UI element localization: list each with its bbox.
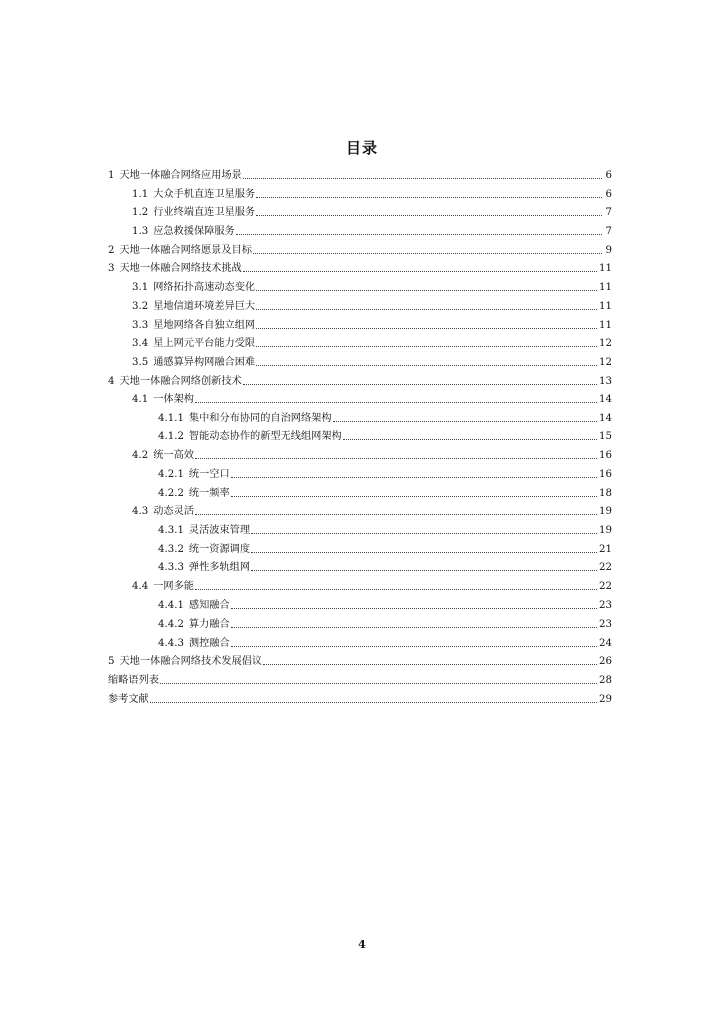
toc-entry[interactable]	[108, 654, 612, 668]
toc-entry-title: 天地一体融合网络愿景及目标	[119, 244, 252, 256]
toc-entry-number: 3.5	[132, 357, 149, 368]
toc-entry[interactable]	[132, 392, 612, 406]
toc-entry-title: 参考文献	[108, 694, 149, 705]
toc-entry[interactable]	[132, 187, 612, 201]
toc-entry-page: 7	[605, 207, 612, 218]
toc-entry-title: 大众手机直连卫星服务	[153, 188, 256, 200]
toc-entry[interactable]	[108, 692, 612, 706]
toc-entry-page: 12	[599, 357, 612, 368]
toc-entry[interactable]	[132, 318, 612, 332]
toc-entry-number: 4.2.2	[158, 487, 184, 499]
toc-entry-number: 4.4.3	[158, 637, 184, 649]
toc-dot-leader	[256, 327, 597, 329]
toc-dot-leader	[231, 476, 597, 478]
toc-entry-number: 3	[108, 263, 115, 274]
toc-entry-page: 11	[599, 282, 612, 293]
page-number: 4	[358, 938, 366, 951]
toc-entry[interactable]	[158, 467, 612, 481]
toc-entry-number: 3.3	[132, 319, 149, 331]
toc-entry-number: 5	[108, 656, 115, 667]
toc-entry-title: 统一高效	[153, 450, 194, 461]
toc-entry-number: 4.3.1	[158, 525, 184, 536]
toc-entry-title: 行业终端直连卫星服务	[153, 207, 256, 218]
toc-entry-number: 1.1	[132, 188, 149, 200]
toc-entry[interactable]	[108, 243, 612, 257]
toc-entry-page: 11	[599, 319, 612, 331]
toc-entry-title: 动态灵活	[153, 506, 194, 517]
toc-entry-title: 天地一体融合网络技术挑战	[119, 263, 242, 274]
toc-entry-title: 天地一体融合网络创新技术	[119, 375, 242, 387]
toc-dot-leader	[160, 682, 597, 684]
toc-entry-page: 22	[599, 562, 612, 573]
toc-entry-title: 测控融合	[188, 637, 230, 649]
toc-dot-leader	[256, 289, 597, 291]
page-title: 目录	[345, 139, 378, 157]
toc-entry-page: 14	[599, 394, 612, 405]
toc-dot-leader	[343, 438, 597, 440]
toc-entry-number: 4.4.1	[158, 600, 184, 611]
toc-entry-page: 21	[599, 543, 612, 555]
toc-entry-page: 6	[605, 170, 612, 181]
toc-entry-page: 15	[599, 431, 612, 442]
toc-entry[interactable]	[132, 336, 612, 350]
toc-entry[interactable]	[158, 636, 612, 650]
toc-entry-number: 1	[108, 170, 115, 181]
toc-entry[interactable]	[158, 429, 612, 443]
toc-entry-title: 统一资源调度	[188, 543, 251, 555]
toc-entry-title: 星地网络各自独立组网	[153, 319, 256, 331]
toc-entry-page: 23	[599, 619, 612, 630]
toc-entry[interactable]	[108, 374, 612, 388]
toc-entry-number: 4.2.1	[158, 469, 184, 480]
toc-dot-leader	[243, 270, 597, 272]
toc-entry-page: 28	[599, 675, 612, 686]
toc-entry-page: 14	[599, 412, 612, 424]
toc-entry[interactable]	[158, 560, 612, 574]
toc-entry-number: 3.2	[132, 301, 149, 312]
toc-dot-leader	[195, 513, 597, 515]
toc-entry-title: 算力融合	[188, 619, 230, 630]
toc-dot-leader	[251, 569, 597, 571]
toc-entry-title: 一体架构	[153, 394, 194, 405]
toc-entry-title: 通感算异构网融合困难	[153, 357, 256, 368]
toc-entry-number: 4.1.1	[158, 412, 184, 424]
toc-entry-title: 统一频率	[188, 487, 230, 499]
toc-entry-page: 11	[599, 263, 612, 274]
toc-entry-number: 3.1	[132, 282, 149, 293]
toc-entry-page: 23	[599, 600, 612, 611]
toc-entry-page: 13	[599, 375, 612, 387]
toc-entry-page: 29	[599, 694, 612, 705]
toc-dot-leader	[195, 588, 597, 590]
toc-dot-leader	[263, 663, 597, 665]
toc-dot-leader	[251, 532, 597, 534]
toc-dot-leader	[253, 252, 602, 254]
toc-entry-page: 22	[599, 581, 612, 592]
toc-entry[interactable]	[132, 205, 612, 219]
toc-entry-number: 1.3	[132, 226, 149, 237]
toc-entry-page: 12	[599, 338, 612, 349]
toc-entry[interactable]	[108, 673, 612, 687]
toc-entry-number: 4.3.2	[158, 543, 184, 555]
toc-dot-leader	[243, 383, 597, 385]
toc-dot-leader	[231, 495, 597, 497]
toc-dot-leader	[231, 645, 597, 647]
toc-dot-leader	[231, 626, 597, 628]
toc-entry[interactable]	[132, 448, 612, 462]
toc-entry-title: 缩略语列表	[108, 675, 159, 686]
toc-entry[interactable]	[132, 280, 612, 294]
toc-dot-leader	[256, 196, 602, 198]
toc-entry-number: 4.1	[132, 394, 149, 405]
toc-entry[interactable]	[158, 617, 612, 631]
toc-entry[interactable]	[132, 504, 612, 518]
toc-entry-page: 19	[599, 506, 612, 517]
toc-entry-number: 4	[108, 375, 115, 387]
toc-entry[interactable]	[132, 355, 612, 369]
toc-entry[interactable]	[158, 598, 612, 612]
toc-entry-number: 1.2	[132, 207, 149, 218]
toc-entry-page: 19	[599, 525, 612, 536]
toc-entry-number: 2	[108, 244, 115, 256]
toc-entry-page: 16	[599, 469, 612, 480]
toc-entry-number: 4.3	[132, 506, 149, 517]
toc-entry-page: 9	[605, 244, 612, 256]
toc-dot-leader	[150, 701, 597, 703]
toc-entry[interactable]	[108, 261, 612, 275]
toc-entry[interactable]	[158, 542, 612, 556]
toc-entry-page: 18	[599, 487, 612, 499]
toc-entry[interactable]	[132, 224, 612, 238]
toc-entry-number: 4.3.3	[158, 562, 184, 573]
toc-entry[interactable]	[132, 579, 612, 593]
toc-entry-page: 24	[599, 637, 612, 649]
toc-entry-title: 感知融合	[188, 600, 230, 611]
toc-entry-title: 智能动态协作的新型无线组网架构	[188, 431, 342, 442]
toc-entry-page: 7	[605, 226, 612, 237]
toc-entry-page: 26	[599, 656, 612, 667]
toc-dot-leader	[195, 457, 597, 459]
toc-entry-number: 4.4	[132, 581, 149, 592]
toc-entry[interactable]	[158, 411, 612, 425]
toc-entry[interactable]	[158, 523, 612, 537]
toc-entry[interactable]	[108, 168, 612, 182]
toc-entry-title: 集中和分布协同的自治网络架构	[188, 412, 332, 424]
toc-dot-leader	[195, 401, 597, 403]
toc-dot-leader	[333, 420, 597, 422]
toc-entry-title: 网络拓扑高速动态变化	[153, 282, 256, 293]
toc-entry-title: 应急救援保障服务	[153, 226, 235, 237]
toc-entry-page: 16	[599, 450, 612, 461]
toc-dot-leader	[251, 551, 597, 553]
toc-entry-title: 弹性多轨组网	[188, 562, 251, 573]
toc-dot-leader	[231, 607, 597, 609]
toc-entry-number: 4.4.2	[158, 619, 184, 630]
toc-entry-title: 灵活波束管理	[188, 525, 251, 536]
toc-entry-title: 天地一体融合网络技术发展倡议	[119, 656, 263, 667]
toc-entry-page: 11	[599, 301, 612, 312]
toc-entry-number: 4.2	[132, 450, 149, 461]
toc-entry-title: 星上网元平台能力受限	[153, 338, 256, 349]
toc-entry[interactable]	[132, 299, 612, 313]
toc-dot-leader	[256, 308, 597, 310]
toc-entry-number: 4.1.2	[158, 431, 184, 442]
toc-dot-leader	[236, 233, 602, 235]
toc-entry[interactable]	[158, 486, 612, 500]
toc-dot-leader	[243, 177, 602, 179]
toc-entry-page: 6	[605, 188, 612, 200]
toc-dot-leader	[256, 345, 597, 347]
toc-entry-title: 统一空口	[188, 469, 230, 480]
toc-entry-number: 3.4	[132, 338, 149, 349]
toc-entry-title: 一网多能	[153, 581, 194, 592]
toc-dot-leader	[256, 214, 602, 216]
toc-entry-title: 星地信道环境差异巨大	[153, 301, 256, 312]
toc-dot-leader	[256, 364, 597, 366]
toc-entry-title: 天地一体融合网络应用场景	[119, 170, 242, 181]
